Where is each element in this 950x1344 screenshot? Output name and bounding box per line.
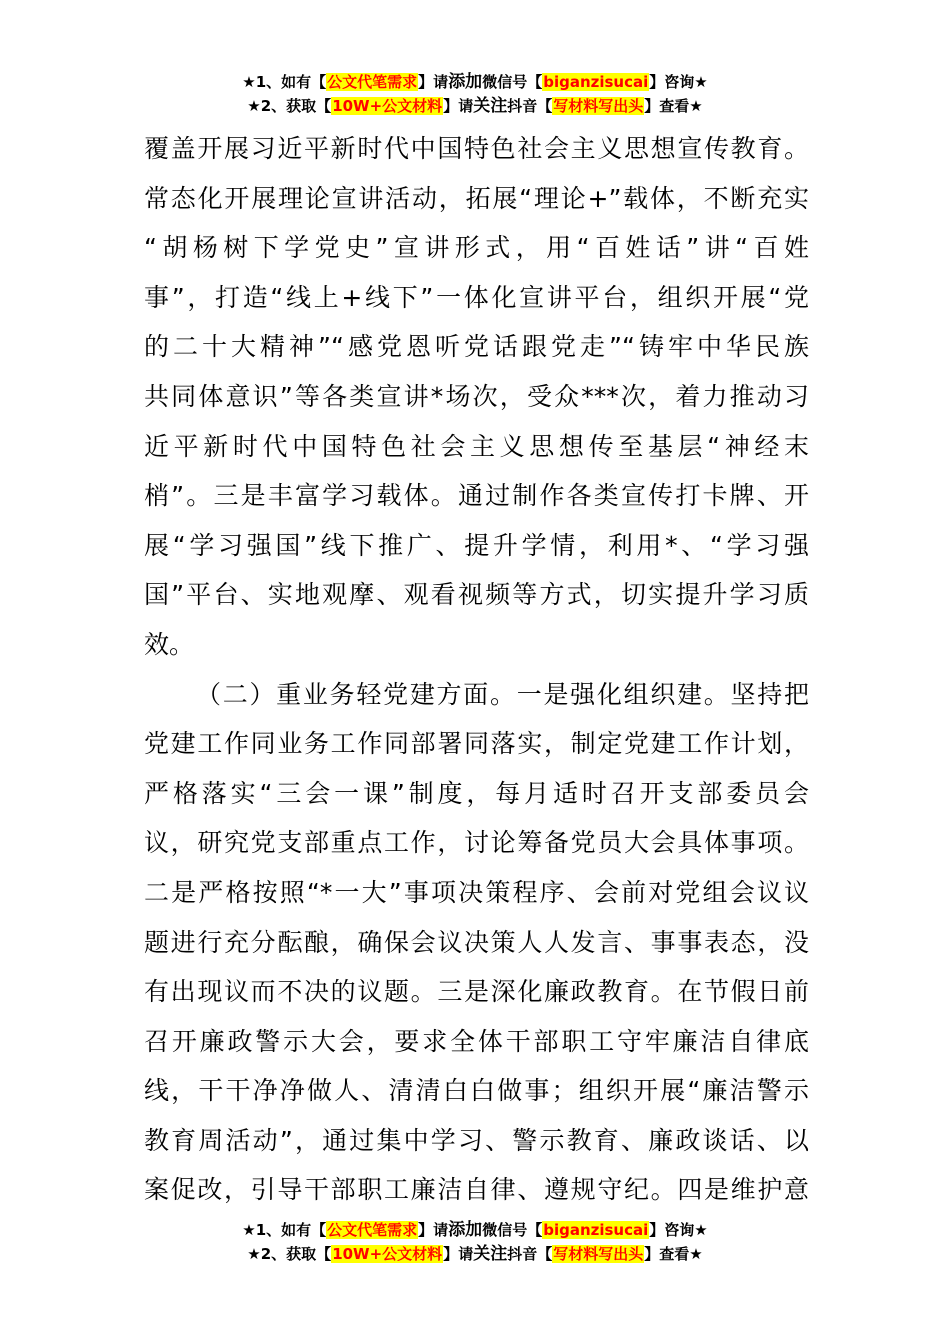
banner-line-2 [0, 1242, 950, 1266]
footer-banner [0, 1218, 950, 1266]
highlight-badge: 写材料写出头 [553, 97, 644, 115]
banner-emphasis: 关注 [473, 96, 508, 116]
banner-line-1 [0, 70, 950, 94]
text-line: 严格落实“三会一课”制度，每月适时召开支部委员会 [144, 778, 809, 808]
highlight-badge: 10W+公文材料 [332, 97, 443, 115]
banner-text: ★2、获取【 [247, 1245, 332, 1263]
highlight-badge: 10W+公文材料 [332, 1245, 443, 1263]
text-line: 线，干干净净做人、清清白白做事；组织开展“廉洁警示 [144, 1076, 809, 1106]
banner-emphasis: 添加 [448, 1220, 483, 1240]
banner-emphasis: 关注 [473, 1244, 508, 1264]
text-line: 覆盖开展习近平新时代中国特色社会主义思想宣传教育。 [144, 134, 809, 163]
banner-text: 】查看★ [644, 1245, 703, 1263]
banner-text: 】咨询★ [649, 1221, 708, 1239]
highlight-badge: 写材料写出头 [553, 1245, 644, 1263]
text-line: 案促改，引导干部职工廉洁自律、遵规守纪。四是维护意 [144, 1175, 809, 1205]
text-line: 教育周活动”，通过集中学习、警示教育、廉政谈话、以 [144, 1125, 809, 1155]
highlight-badge: biganzisucai [543, 73, 649, 91]
text-line: 议，研究党支部重点工作，讨论筹备党员大会具体事项。 [144, 828, 809, 858]
header-banner [0, 70, 950, 118]
banner-text: ★1、如有【 [242, 73, 327, 91]
banner-emphasis: 添加 [448, 72, 483, 92]
text-line: 党建工作同业务工作同部署同落实，制定党建工作计划， [144, 729, 809, 759]
text-line: 梢”。三是丰富学习载体。通过制作各类宣传打卡牌、开 [144, 481, 809, 511]
banner-text: 】请 [418, 73, 449, 91]
banner-text: 】请 [443, 97, 474, 115]
text-line: 事”，打造“线上+线下”一体化宣讲平台，组织开展“党 [144, 282, 809, 312]
text-line: 常态化开展理论宣讲活动，拓展“理论+”载体，不断充实 [144, 183, 809, 213]
text-line: 召开廉政警示大会，要求全体干部职工守牢廉洁自律底 [144, 1026, 809, 1056]
text-line: 国”平台、实地观摩、观看视频等方式，切实提升学习质 [144, 580, 809, 610]
document-body [144, 124, 809, 1215]
banner-text: 微信号【 [482, 73, 543, 91]
banner-text: 微信号【 [482, 1221, 543, 1239]
banner-text: 】查看★ [644, 97, 703, 115]
banner-line-2 [0, 94, 950, 118]
text-line: 题进行充分酝酿，确保会议决策人人发言、事事表态，没 [144, 927, 809, 957]
text-line: 二是严格按照“*一大”事项决策程序、会前对党组会议议 [144, 877, 809, 907]
highlight-badge: biganzisucai [543, 1221, 649, 1239]
text-line: 效。 [144, 629, 195, 659]
highlight-badge: 公文代笔需求 [327, 73, 418, 91]
banner-line-1 [0, 1218, 950, 1242]
banner-text: ★2、获取【 [247, 97, 332, 115]
banner-text: 抖音【 [507, 1245, 553, 1263]
text-line: 共同体意识”等各类宣讲*场次，受众***次，着力推动习 [144, 381, 809, 411]
text-line: 展“学习强国”线下推广、提升学情，利用*、“学习强 [144, 530, 809, 560]
section-heading-line: （二）重业务轻党建方面。一是强化组织建。坚持把 [196, 679, 809, 709]
banner-text: 】咨询★ [649, 73, 708, 91]
text-line: “胡杨树下学党史”宣讲形式，用“百姓话”讲“百姓 [144, 233, 809, 263]
banner-text: 】请 [443, 1245, 474, 1263]
text-line: 近平新时代中国特色社会主义思想传至基层“神经末 [144, 431, 809, 461]
text-line: 有出现议而不决的议题。三是深化廉政教育。在节假日前 [144, 977, 809, 1007]
banner-text: 抖音【 [507, 97, 553, 115]
text-line: 的二十大精神”“感党恩听党话跟党走”“铸牢中华民族 [144, 332, 809, 362]
banner-text: ★1、如有【 [242, 1221, 327, 1239]
banner-text: 】请 [418, 1221, 449, 1239]
highlight-badge: 公文代笔需求 [327, 1221, 418, 1239]
